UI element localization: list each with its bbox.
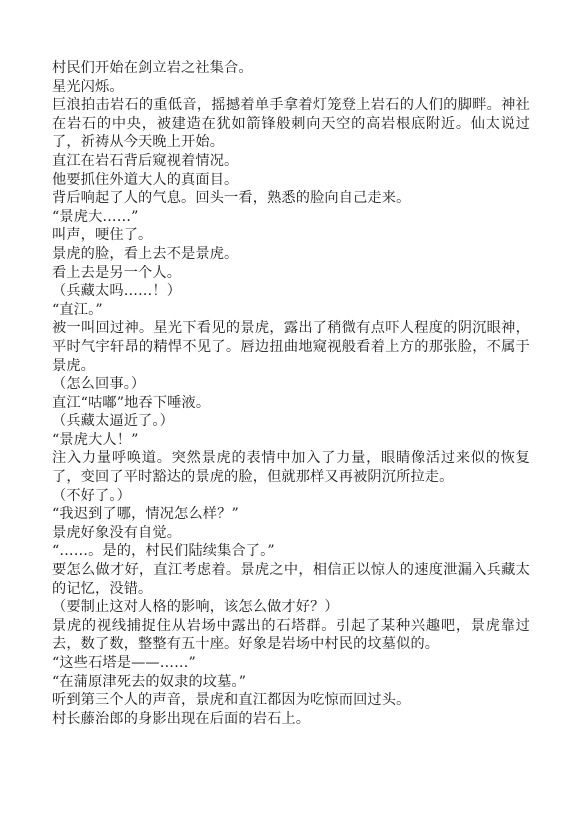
paragraph: 景虎的脸，看上去不是景虎。 [52,245,239,262]
inner-thought: （兵藏太逼近了。） [52,413,174,430]
paragraph: 直江在岩石背后窥视着情况。 [52,152,239,169]
dialogue-line: “在蒲原津死去的奴隶的坟墓。” [52,673,247,690]
paragraph: 村长藤治郎的身影出现在后面的岩石上。 [52,710,311,727]
document-body [52,59,530,728]
paragraph: 他要抓住外道大人的真面目。 [52,171,239,188]
dialogue-line: “直江。” [52,301,103,318]
paragraph: 景虎的视线捕捉住从岩场中露出的石塔群。引起了某种兴趣吧，景虎靠过去，数了数，整整有五十座。好象是岩场中村民的坟墓似的。 [52,617,530,653]
paragraph: 听到第三个人的声音，景虎和直江都因为吃惊而回过头。 [52,692,411,709]
paragraph: 看上去是另一个人。 [52,264,182,281]
inner-thought: （怎么回事。） [52,376,146,393]
dialogue-line: “景虎大……” [52,208,139,225]
paragraph: 注入力量呼唤道。突然景虎的表情中加入了力量，眼睛像活过来似的恢复了，变回了平时豁达的景虎的脸，但就那样又再被阴沉所拉走。 [52,450,530,486]
dialogue-line: “这些石塔是——……” [52,655,196,671]
paragraph: 巨浪拍击岩石的重低音，摇撼着单手拿着灯笼登上岩石的人们的脚畔。神社在岩石的中央，被建造在犹如箭锋般刺向天空的高岩根底附近。仙太说过了，祈祷从今天晚上开始。 [52,97,530,151]
dialogue-line: “我迟到了哪，情况怎么样？” [52,506,239,523]
paragraph: 要怎么做才好，直江考虑着。景虎之中，相信正以惊人的速度泄漏入兵藏太的记忆，没错。 [52,562,530,597]
paragraph: 被一叫回过神。星光下看见的景虎，露出了稍微有点吓人程度的阴沉眼神，平时气宇轩昂的精悍不见了。唇边扭曲地窥视般看着上方的那张脸，不属于景虎。 [52,320,530,374]
paragraph: 村民们开始在剑立岩之社集合。 [52,60,253,76]
inner-thought: （兵藏太吗……！） [52,283,182,300]
paragraph: 直江“咕嘟”地吞下唾液。 [52,394,211,411]
inner-thought: （要制止这对人格的影响，该怎么做才好？） [52,599,339,616]
dialogue-line: “景虎大人！” [52,431,139,448]
paragraph: 背后响起了人的气息。回头一看，熟悉的脸向自己走来。 [52,190,411,207]
paragraph: 叫声，哽住了。 [52,227,153,244]
paragraph: 景虎好象没有自觉。 [52,524,182,541]
inner-thought: （不好了。） [52,487,131,504]
dialogue-line: “……。是的，村民们陆续集合了。” [52,543,275,560]
paragraph: 星光闪烁。 [52,78,124,95]
